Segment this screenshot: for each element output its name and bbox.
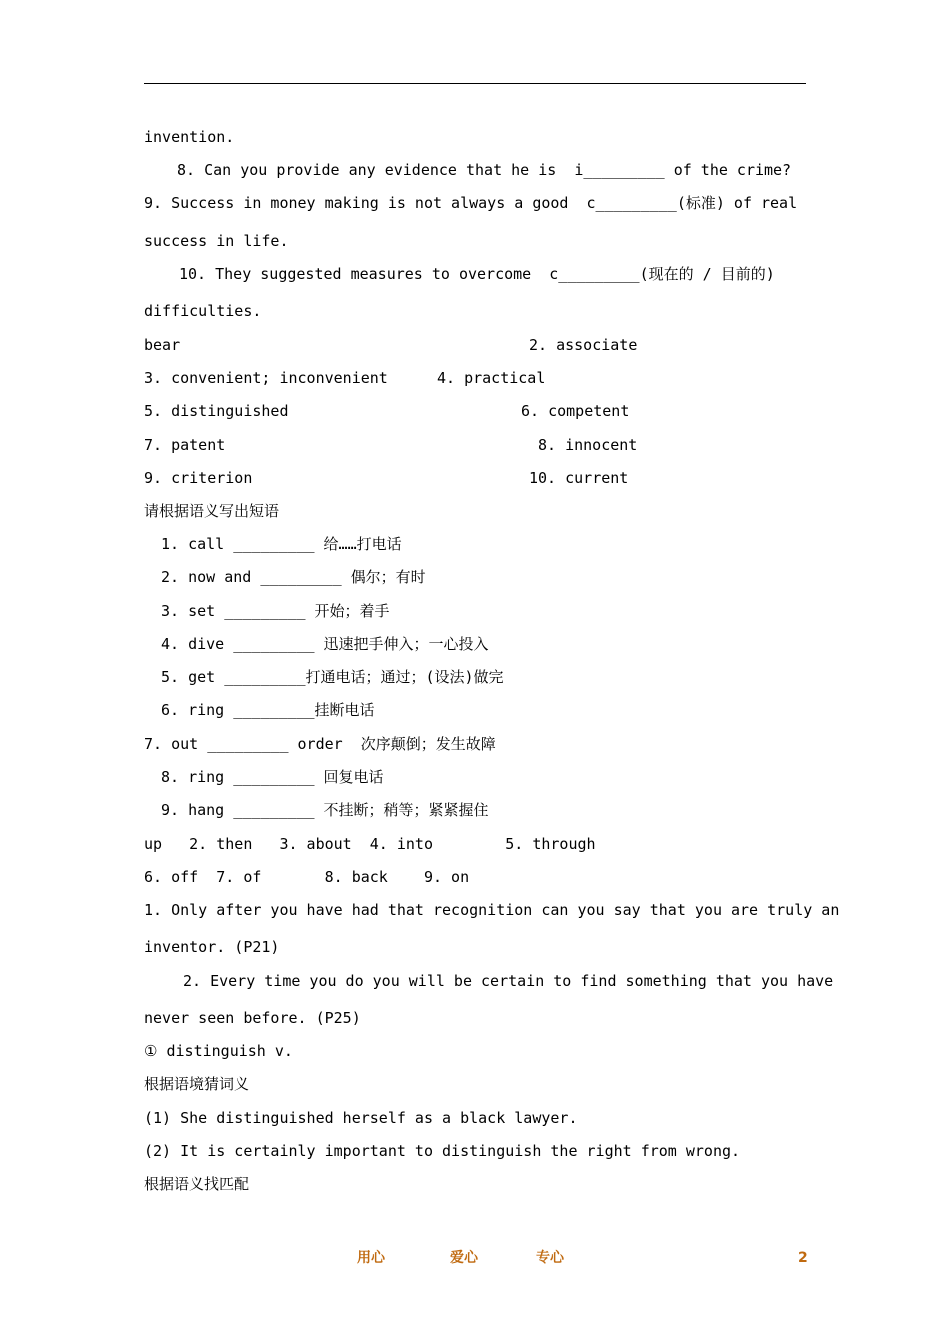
section-heading: 根据语义找匹配 xyxy=(144,1175,250,1193)
sentence-line: inventor. (P21) xyxy=(144,938,280,956)
answer-right: 2. associate xyxy=(529,336,638,354)
phrase-item: 8. ring _________ 回复电话 xyxy=(161,768,384,786)
text-line: invention. xyxy=(144,128,235,146)
answer-left: bear xyxy=(144,336,181,354)
text-line: difficulties. xyxy=(144,302,262,320)
exercise-item-8: 8. Can you provide any evidence that he is i_________ of the crime? xyxy=(177,161,792,179)
page-number: 2 xyxy=(798,1250,808,1266)
sentence-line: 1. Only after you have had that recognition can you say that you are truly an xyxy=(144,901,840,919)
example-sentence: (1) She distinguished herself as a black lawyer. xyxy=(144,1109,578,1127)
text-line: success in life. xyxy=(144,232,289,250)
phrase-item: 1. call _________ 给……打电话 xyxy=(161,535,402,553)
footer-item: 专心 xyxy=(536,1250,564,1266)
phrase-item: 3. set _________ 开始；着手 xyxy=(161,602,390,620)
header-rule xyxy=(144,83,806,84)
answer-right: 8. innocent xyxy=(538,436,638,454)
exercise-item-9: 9. Success in money making is not always a good c_________(标准) of real xyxy=(144,194,798,212)
answer-right: 6. competent xyxy=(521,402,630,420)
answer-right: 10. current xyxy=(529,469,629,487)
phrase-answers: 6. off 7. of 8. back 9. on xyxy=(144,868,470,886)
phrase-item: 4. dive _________ 迅速把手伸入；一心投入 xyxy=(161,635,489,653)
phrase-answers: up 2. then 3. about 4. into 5. through xyxy=(144,835,596,853)
answer-left: 9. criterion xyxy=(144,469,253,487)
section-heading: 请根据语义写出短语 xyxy=(144,502,280,520)
section-heading: 根据语境猜词义 xyxy=(144,1075,250,1093)
sentence-line: never seen before. (P25) xyxy=(144,1009,361,1027)
phrase-item: 7. out _________ order 次序颠倒；发生故障 xyxy=(144,735,496,753)
answer-left: 7. patent xyxy=(144,436,226,454)
sentence-line: 2. Every time you do you will be certain to find something that you have xyxy=(183,972,834,990)
exercise-item-10: 10. They suggested measures to overcome c_________(现在的 / 目前的) xyxy=(179,265,775,283)
answer-left: 5. distinguished xyxy=(144,402,289,420)
answer-right: 4. practical xyxy=(437,369,546,387)
phrase-item: 5. get _________打通电话；通过；(设法)做完 xyxy=(161,668,504,686)
phrase-item: 9. hang _________ 不挂断；稍等；紧紧握住 xyxy=(161,801,489,819)
footer-item: 爱心 xyxy=(450,1250,478,1266)
phrase-item: 2. now and _________ 偶尔；有时 xyxy=(161,568,426,586)
answer-left: 3. convenient; inconvenient xyxy=(144,369,388,387)
example-sentence: (2) It is certainly important to distinguish the right from wrong. xyxy=(144,1142,741,1160)
word-heading: ① distinguish v. xyxy=(144,1042,293,1060)
footer-item: 用心 xyxy=(357,1250,385,1266)
phrase-item: 6. ring _________挂断电话 xyxy=(161,701,375,719)
